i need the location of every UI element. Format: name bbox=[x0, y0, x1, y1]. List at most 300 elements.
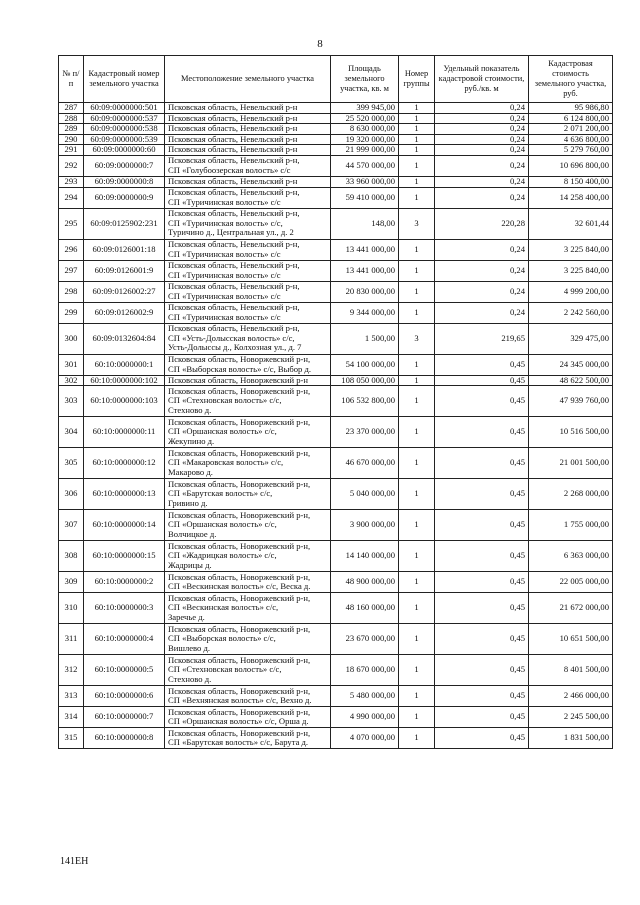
row-number-cell: 299 bbox=[59, 302, 84, 323]
table-row bbox=[59, 572, 613, 593]
unit-value-cell: 0,24 bbox=[435, 124, 529, 135]
cadastral-value-cell: 21 001 500,00 bbox=[529, 448, 613, 479]
row-number-cell: 303 bbox=[59, 386, 84, 417]
area-cell: 1 500,00 bbox=[331, 323, 399, 354]
table-row bbox=[59, 260, 613, 281]
cadastral-number-cell: 60:10:0000000:5 bbox=[84, 655, 165, 686]
cadastral-value-cell: 3 225 840,00 bbox=[529, 260, 613, 281]
cadastral-number-cell: 60:09:0126002:27 bbox=[84, 281, 165, 302]
table-row bbox=[59, 479, 613, 510]
area-cell: 19 320 000,00 bbox=[331, 134, 399, 145]
location-line: Псковская область, Невельский р-н, bbox=[168, 301, 300, 312]
cadastral-number-cell: 60:10:0000000:6 bbox=[84, 686, 165, 707]
group-cell: 1 bbox=[399, 479, 435, 510]
cadastral-value-cell: 2 466 000,00 bbox=[529, 686, 613, 707]
location-line: Псковская область, Новоржевский р-н, bbox=[168, 353, 311, 364]
row-number-cell: 313 bbox=[59, 686, 84, 707]
col-header-number: № п/п bbox=[59, 56, 84, 103]
group-cell: 1 bbox=[399, 134, 435, 145]
row-number-cell: 309 bbox=[59, 572, 84, 593]
row-number-cell: 302 bbox=[59, 375, 84, 386]
location-line: Псковская область, Невельский р-н bbox=[168, 112, 298, 123]
row-number-cell: 291 bbox=[59, 145, 84, 156]
area-cell: 54 100 000,00 bbox=[331, 354, 399, 375]
location-line: Псковская область, Новоржевский р-н, bbox=[168, 416, 311, 427]
location-line: СП «Жадрицкая волость» с/с, bbox=[168, 550, 277, 561]
cadastral-value-cell: 24 345 000,00 bbox=[529, 354, 613, 375]
row-number-cell: 307 bbox=[59, 510, 84, 541]
row-number-cell: 297 bbox=[59, 260, 84, 281]
cadastral-number-cell: 60:10:0000000:3 bbox=[84, 593, 165, 624]
location-line: СП «Туричинская волость» с/с bbox=[168, 248, 281, 259]
group-cell: 1 bbox=[399, 728, 435, 749]
unit-value-cell: 0,45 bbox=[435, 728, 529, 749]
group-cell: 1 bbox=[399, 302, 435, 323]
unit-value-cell: 219,65 bbox=[435, 323, 529, 354]
cadastral-value-cell: 329 475,00 bbox=[529, 323, 613, 354]
row-number-cell: 301 bbox=[59, 354, 84, 375]
cadastral-value-cell: 95 986,80 bbox=[529, 103, 613, 114]
cadastral-value-cell: 8 150 400,00 bbox=[529, 176, 613, 187]
location-line: Жадрицы д. bbox=[168, 559, 212, 570]
group-cell: 1 bbox=[399, 103, 435, 114]
unit-value-cell: 0,45 bbox=[435, 593, 529, 624]
location-line: СП «Туричинская волость» с/с, bbox=[168, 217, 283, 228]
location-cell bbox=[165, 281, 331, 302]
area-cell: 106 532 800,00 bbox=[331, 386, 399, 417]
cadastral-number-cell: 60:09:0126001:9 bbox=[84, 260, 165, 281]
table-row bbox=[59, 134, 613, 145]
location-line: Заречье д. bbox=[168, 611, 205, 622]
page-number: 8 bbox=[317, 38, 323, 50]
group-cell: 1 bbox=[399, 176, 435, 187]
row-number-cell: 306 bbox=[59, 479, 84, 510]
unit-value-cell: 0,24 bbox=[435, 103, 529, 114]
area-cell: 23 370 000,00 bbox=[331, 417, 399, 448]
location-line: СП «Усть-Долысская волость» с/с, bbox=[168, 332, 295, 343]
table-row bbox=[59, 323, 613, 354]
group-cell: 1 bbox=[399, 386, 435, 417]
group-cell: 1 bbox=[399, 655, 435, 686]
cadastral-value-cell: 6 124 800,00 bbox=[529, 113, 613, 124]
location-line: СП «Стехновская волость» с/с, bbox=[168, 395, 282, 406]
location-cell bbox=[165, 113, 331, 124]
table-row bbox=[59, 655, 613, 686]
cadastral-number-cell: 60:10:0000000:1 bbox=[84, 354, 165, 375]
unit-value-cell: 0,24 bbox=[435, 113, 529, 124]
location-cell bbox=[165, 417, 331, 448]
location-cell bbox=[165, 686, 331, 707]
table-row bbox=[59, 302, 613, 323]
col-header-area: Площадь земельного участка, кв. м bbox=[331, 56, 399, 103]
area-cell: 18 670 000,00 bbox=[331, 655, 399, 686]
table-row bbox=[59, 375, 613, 386]
unit-value-cell: 0,45 bbox=[435, 541, 529, 572]
col-header-location: Местоположение земельного участка bbox=[165, 56, 331, 103]
location-line: Псковская область, Новоржевский р-н bbox=[168, 374, 309, 385]
unit-value-cell: 0,24 bbox=[435, 260, 529, 281]
location-line: Псковская область, Новоржевский р-н, bbox=[168, 509, 311, 520]
unit-value-cell: 0,45 bbox=[435, 375, 529, 386]
location-line: Псковская область, Невельский р-н, bbox=[168, 155, 300, 166]
row-number-cell: 293 bbox=[59, 176, 84, 187]
location-line: Псковская область, Невельский р-н, bbox=[168, 208, 300, 219]
group-cell: 1 bbox=[399, 593, 435, 624]
location-cell bbox=[165, 145, 331, 156]
cadastral-number-cell: 60:09:0000000:501 bbox=[84, 103, 165, 114]
location-line: Псковская область, Невельский р-н, bbox=[168, 259, 300, 270]
row-number-cell: 287 bbox=[59, 103, 84, 114]
location-line: Псковская область, Новоржевский р-н, bbox=[168, 540, 311, 551]
location-cell bbox=[165, 302, 331, 323]
group-cell: 1 bbox=[399, 354, 435, 375]
location-cell bbox=[165, 541, 331, 572]
location-line: Псковская область, Невельский р-н, bbox=[168, 280, 300, 291]
cadastral-number-cell: 60:10:0000000:15 bbox=[84, 541, 165, 572]
group-cell: 1 bbox=[399, 510, 435, 541]
unit-value-cell: 0,45 bbox=[435, 572, 529, 593]
area-cell: 33 960 000,00 bbox=[331, 176, 399, 187]
area-cell: 4 990 000,00 bbox=[331, 707, 399, 728]
location-line: Волчицкое д. bbox=[168, 528, 217, 539]
unit-value-cell: 0,24 bbox=[435, 187, 529, 208]
location-cell bbox=[165, 386, 331, 417]
cadastral-number-cell: 60:09:0125902:231 bbox=[84, 208, 165, 239]
location-line: СП «Туричинская волость» с/с bbox=[168, 311, 281, 322]
location-line: СП «Вехнянская волость» с/с, Вехно д. bbox=[168, 695, 312, 706]
cadastral-number-cell: 60:09:0126002:9 bbox=[84, 302, 165, 323]
area-cell: 5 480 000,00 bbox=[331, 686, 399, 707]
cadastral-number-cell: 60:10:0000000:14 bbox=[84, 510, 165, 541]
row-number-cell: 292 bbox=[59, 155, 84, 176]
col-header-cadastral-value: Кадастровая стоимость земельного участка, руб. bbox=[529, 56, 613, 103]
unit-value-cell: 0,24 bbox=[435, 281, 529, 302]
area-cell: 3 900 000,00 bbox=[331, 510, 399, 541]
location-line: Псковская область, Невельский р-н bbox=[168, 144, 298, 155]
location-line: СП «Вескинская волость» с/с, bbox=[168, 602, 279, 613]
location-line: Жекупино д. bbox=[168, 435, 215, 446]
cadastral-value-cell: 2 245 500,00 bbox=[529, 707, 613, 728]
cadastral-value-cell: 2 071 200,00 bbox=[529, 124, 613, 135]
location-line: Псковская область, Невельский р-н, bbox=[168, 238, 300, 249]
unit-value-cell: 0,24 bbox=[435, 176, 529, 187]
location-line: Псковская область, Новоржевский р-н, bbox=[168, 478, 311, 489]
row-number-cell: 289 bbox=[59, 124, 84, 135]
location-line: Туричино д., Центральная ул., д. 2 bbox=[168, 227, 294, 238]
cadastral-number-cell: 60:10:0000000:102 bbox=[84, 375, 165, 386]
cadastral-value-cell: 5 279 760,00 bbox=[529, 145, 613, 156]
table-row bbox=[59, 176, 613, 187]
cadastral-value-cell: 32 601,44 bbox=[529, 208, 613, 239]
cadastral-number-cell: 60:10:0000000:4 bbox=[84, 624, 165, 655]
unit-value-cell: 0,24 bbox=[435, 302, 529, 323]
col-header-group: Номер группы bbox=[399, 56, 435, 103]
location-line: Псковская область, Новоржевский р-н, bbox=[168, 447, 311, 458]
area-cell: 59 410 000,00 bbox=[331, 187, 399, 208]
unit-value-cell: 220,28 bbox=[435, 208, 529, 239]
location-line: Псковская область, Невельский р-н bbox=[168, 123, 298, 134]
table-row bbox=[59, 103, 613, 114]
location-cell bbox=[165, 155, 331, 176]
group-cell: 1 bbox=[399, 281, 435, 302]
row-number-cell: 315 bbox=[59, 728, 84, 749]
table-row bbox=[59, 707, 613, 728]
table-row bbox=[59, 593, 613, 624]
cadastral-value-cell: 2 242 560,00 bbox=[529, 302, 613, 323]
location-line: Стехново д. bbox=[168, 404, 212, 415]
row-number-cell: 288 bbox=[59, 113, 84, 124]
cadastral-number-cell: 60:09:0000000:9 bbox=[84, 187, 165, 208]
location-line: Псковская область, Новоржевский р-н, bbox=[168, 727, 311, 738]
area-cell: 13 441 000,00 bbox=[331, 260, 399, 281]
unit-value-cell: 0,45 bbox=[435, 510, 529, 541]
table-row bbox=[59, 354, 613, 375]
unit-value-cell: 0,45 bbox=[435, 354, 529, 375]
unit-value-cell: 0,45 bbox=[435, 417, 529, 448]
group-cell: 1 bbox=[399, 239, 435, 260]
table-row bbox=[59, 145, 613, 156]
area-cell: 5 040 000,00 bbox=[331, 479, 399, 510]
group-cell: 1 bbox=[399, 187, 435, 208]
row-number-cell: 310 bbox=[59, 593, 84, 624]
area-cell: 9 344 000,00 bbox=[331, 302, 399, 323]
row-number-cell: 308 bbox=[59, 541, 84, 572]
table-body bbox=[59, 103, 613, 749]
location-line: Псковская область, Новоржевский р-н, bbox=[168, 685, 311, 696]
location-line: Макарово д. bbox=[168, 466, 213, 477]
area-cell: 44 570 000,00 bbox=[331, 155, 399, 176]
cadastral-value-cell: 47 939 760,00 bbox=[529, 386, 613, 417]
cadastral-value-cell: 1 755 000,00 bbox=[529, 510, 613, 541]
cadastral-value-cell: 22 005 000,00 bbox=[529, 572, 613, 593]
cadastral-value-cell: 4 999 200,00 bbox=[529, 281, 613, 302]
cadastral-value-cell: 48 622 500,00 bbox=[529, 375, 613, 386]
location-line: СП «Макаровская волость» с/с, bbox=[168, 457, 284, 468]
location-line: СП «Стехновская волость» с/с, bbox=[168, 664, 282, 675]
unit-value-cell: 0,45 bbox=[435, 479, 529, 510]
cadastral-number-cell: 60:10:0000000:13 bbox=[84, 479, 165, 510]
location-line: Псковская область, Невельский р-н bbox=[168, 102, 298, 112]
unit-value-cell: 0,24 bbox=[435, 155, 529, 176]
location-cell bbox=[165, 624, 331, 655]
group-cell: 3 bbox=[399, 323, 435, 354]
location-line: СП «Вескинская волость» с/с, Веска д. bbox=[168, 581, 311, 592]
table-row bbox=[59, 386, 613, 417]
cadastral-value-cell: 4 636 800,00 bbox=[529, 134, 613, 145]
unit-value-cell: 0,45 bbox=[435, 707, 529, 728]
unit-value-cell: 0,24 bbox=[435, 239, 529, 260]
cadastral-value-cell: 14 258 400,00 bbox=[529, 187, 613, 208]
footer-code: 141ЕН bbox=[60, 856, 89, 867]
location-line: Гривино д. bbox=[168, 497, 208, 508]
unit-value-cell: 0,45 bbox=[435, 686, 529, 707]
area-cell: 399 945,00 bbox=[331, 103, 399, 114]
location-line: Псковская область, Новоржевский р-н, bbox=[168, 571, 311, 582]
cadastral-value-cell: 6 363 000,00 bbox=[529, 541, 613, 572]
group-cell: 1 bbox=[399, 375, 435, 386]
unit-value-cell: 0,45 bbox=[435, 624, 529, 655]
location-line: СП «Туричинская волость» с/с bbox=[168, 290, 281, 301]
location-line: СП «Туричинская волость» с/с bbox=[168, 196, 281, 207]
location-line: СП «Выборская волость» с/с, Выбор д. bbox=[168, 363, 312, 374]
cadastral-number-cell: 60:09:0000000:539 bbox=[84, 134, 165, 145]
row-number-cell: 314 bbox=[59, 707, 84, 728]
location-line: Стехново д. bbox=[168, 673, 212, 684]
area-cell: 48 160 000,00 bbox=[331, 593, 399, 624]
cadastral-number-cell: 60:09:0000000:8 bbox=[84, 176, 165, 187]
area-cell: 46 670 000,00 bbox=[331, 448, 399, 479]
area-cell: 13 441 000,00 bbox=[331, 239, 399, 260]
cadastral-value-cell: 1 831 500,00 bbox=[529, 728, 613, 749]
area-cell: 23 670 000,00 bbox=[331, 624, 399, 655]
location-line: СП «Барутская волость» с/с, bbox=[168, 488, 273, 499]
cadastral-number-cell: 60:09:0000000:538 bbox=[84, 124, 165, 135]
cadastral-value-table bbox=[58, 55, 613, 749]
row-number-cell: 311 bbox=[59, 624, 84, 655]
location-line: Псковская область, Невельский р-н bbox=[168, 133, 298, 144]
location-cell bbox=[165, 655, 331, 686]
table-row bbox=[59, 541, 613, 572]
location-cell bbox=[165, 572, 331, 593]
row-number-cell: 312 bbox=[59, 655, 84, 686]
area-cell: 20 830 000,00 bbox=[331, 281, 399, 302]
unit-value-cell: 0,45 bbox=[435, 655, 529, 686]
location-cell bbox=[165, 260, 331, 281]
location-cell bbox=[165, 593, 331, 624]
location-line: Псковская область, Новоржевский р-н, bbox=[168, 654, 311, 665]
table-row bbox=[59, 208, 613, 239]
location-line: Псковская область, Невельский р-н, bbox=[168, 323, 300, 334]
group-cell: 1 bbox=[399, 707, 435, 728]
table-row bbox=[59, 417, 613, 448]
area-cell: 148,00 bbox=[331, 208, 399, 239]
location-line: СП «Оршанская волость» с/с, bbox=[168, 519, 277, 530]
row-number-cell: 295 bbox=[59, 208, 84, 239]
location-cell bbox=[165, 103, 331, 114]
group-cell: 1 bbox=[399, 417, 435, 448]
group-cell: 1 bbox=[399, 448, 435, 479]
row-number-cell: 304 bbox=[59, 417, 84, 448]
cadastral-number-cell: 60:09:0126001:18 bbox=[84, 239, 165, 260]
location-line: Псковская область, Новоржевский р-н, bbox=[168, 385, 311, 396]
cadastral-number-cell: 60:10:0000000:7 bbox=[84, 707, 165, 728]
cadastral-number-cell: 60:10:0000000:8 bbox=[84, 728, 165, 749]
location-cell bbox=[165, 124, 331, 135]
location-line: СП «Оршанская волость» с/с, bbox=[168, 426, 277, 437]
cadastral-value-cell: 21 672 000,00 bbox=[529, 593, 613, 624]
table-row bbox=[59, 686, 613, 707]
col-header-unit-value: Удельный показатель кадастровой стоимости, руб./кв. м bbox=[435, 56, 529, 103]
location-line: Псковская область, Новоржевский р-н, bbox=[168, 623, 311, 634]
location-cell bbox=[165, 375, 331, 386]
location-cell bbox=[165, 208, 331, 239]
cadastral-number-cell: 60:10:0000000:2 bbox=[84, 572, 165, 593]
area-cell: 48 900 000,00 bbox=[331, 572, 399, 593]
cadastral-value-cell: 3 225 840,00 bbox=[529, 239, 613, 260]
col-header-cadastral-number: Кадастровый номер земельного участка bbox=[84, 56, 165, 103]
cadastral-number-cell: 60:09:0132604:84 bbox=[84, 323, 165, 354]
location-cell bbox=[165, 323, 331, 354]
group-cell: 1 bbox=[399, 260, 435, 281]
location-line: Псковская область, Новоржевский р-н, bbox=[168, 592, 311, 603]
row-number-cell: 290 bbox=[59, 134, 84, 145]
unit-value-cell: 0,24 bbox=[435, 145, 529, 156]
location-line: Псковская область, Новоржевский р-н, bbox=[168, 706, 311, 717]
location-cell bbox=[165, 448, 331, 479]
cadastral-value-cell: 10 696 800,00 bbox=[529, 155, 613, 176]
location-line: СП «Туричинская волость» с/с bbox=[168, 269, 281, 280]
group-cell: 1 bbox=[399, 155, 435, 176]
location-cell bbox=[165, 239, 331, 260]
location-cell bbox=[165, 176, 331, 187]
group-cell: 1 bbox=[399, 572, 435, 593]
group-cell: 1 bbox=[399, 113, 435, 124]
location-line: Псковская область, Невельский р-н, bbox=[168, 186, 300, 197]
cadastral-number-cell: 60:09:0000000:537 bbox=[84, 113, 165, 124]
area-cell: 25 520 000,00 bbox=[331, 113, 399, 124]
table-row bbox=[59, 510, 613, 541]
row-number-cell: 294 bbox=[59, 187, 84, 208]
cadastral-value-cell: 10 651 500,00 bbox=[529, 624, 613, 655]
row-number-cell: 296 bbox=[59, 239, 84, 260]
area-cell: 108 050 000,00 bbox=[331, 375, 399, 386]
group-cell: 1 bbox=[399, 541, 435, 572]
table-row bbox=[59, 155, 613, 176]
row-number-cell: 305 bbox=[59, 448, 84, 479]
table-row bbox=[59, 728, 613, 749]
location-line: СП «Выборская волость» с/с, bbox=[168, 633, 276, 644]
unit-value-cell: 0,45 bbox=[435, 386, 529, 417]
group-cell: 1 bbox=[399, 124, 435, 135]
area-cell: 21 999 000,00 bbox=[331, 145, 399, 156]
table-row bbox=[59, 281, 613, 302]
cadastral-value-cell: 10 516 500,00 bbox=[529, 417, 613, 448]
table-row bbox=[59, 624, 613, 655]
group-cell: 3 bbox=[399, 208, 435, 239]
table-header-row bbox=[59, 56, 613, 103]
location-cell bbox=[165, 707, 331, 728]
location-line: СП «Оршанская волость» с/с, Орша д. bbox=[168, 716, 309, 727]
location-line: СП «Барутская волость» с/с, Барута д. bbox=[168, 737, 309, 748]
location-cell bbox=[165, 510, 331, 541]
location-cell bbox=[165, 187, 331, 208]
location-cell bbox=[165, 479, 331, 510]
location-line: Вишлево д. bbox=[168, 642, 211, 653]
cadastral-number-cell: 60:10:0000000:11 bbox=[84, 417, 165, 448]
row-number-cell: 298 bbox=[59, 281, 84, 302]
table-row bbox=[59, 239, 613, 260]
location-line: СП «Голубоозерская волость» с/с bbox=[168, 164, 291, 175]
table-row bbox=[59, 124, 613, 135]
group-cell: 1 bbox=[399, 686, 435, 707]
table-row bbox=[59, 448, 613, 479]
area-cell: 8 630 000,00 bbox=[331, 124, 399, 135]
group-cell: 1 bbox=[399, 624, 435, 655]
cadastral-value-cell: 2 268 000,00 bbox=[529, 479, 613, 510]
cadastral-number-cell: 60:10:0000000:103 bbox=[84, 386, 165, 417]
table-row bbox=[59, 113, 613, 124]
location-line: Псковская область, Невельский р-н bbox=[168, 175, 298, 186]
row-number-cell: 300 bbox=[59, 323, 84, 354]
group-cell: 1 bbox=[399, 145, 435, 156]
cadastral-number-cell: 60:10:0000000:12 bbox=[84, 448, 165, 479]
location-cell bbox=[165, 728, 331, 749]
cadastral-number-cell: 60:09:0000000:60 bbox=[84, 145, 165, 156]
location-cell bbox=[165, 134, 331, 145]
cadastral-number-cell: 60:09:0000000:7 bbox=[84, 155, 165, 176]
area-cell: 4 070 000,00 bbox=[331, 728, 399, 749]
location-line: Усть-Долыссы д., Колхозная ул., д. 7 bbox=[168, 342, 302, 353]
